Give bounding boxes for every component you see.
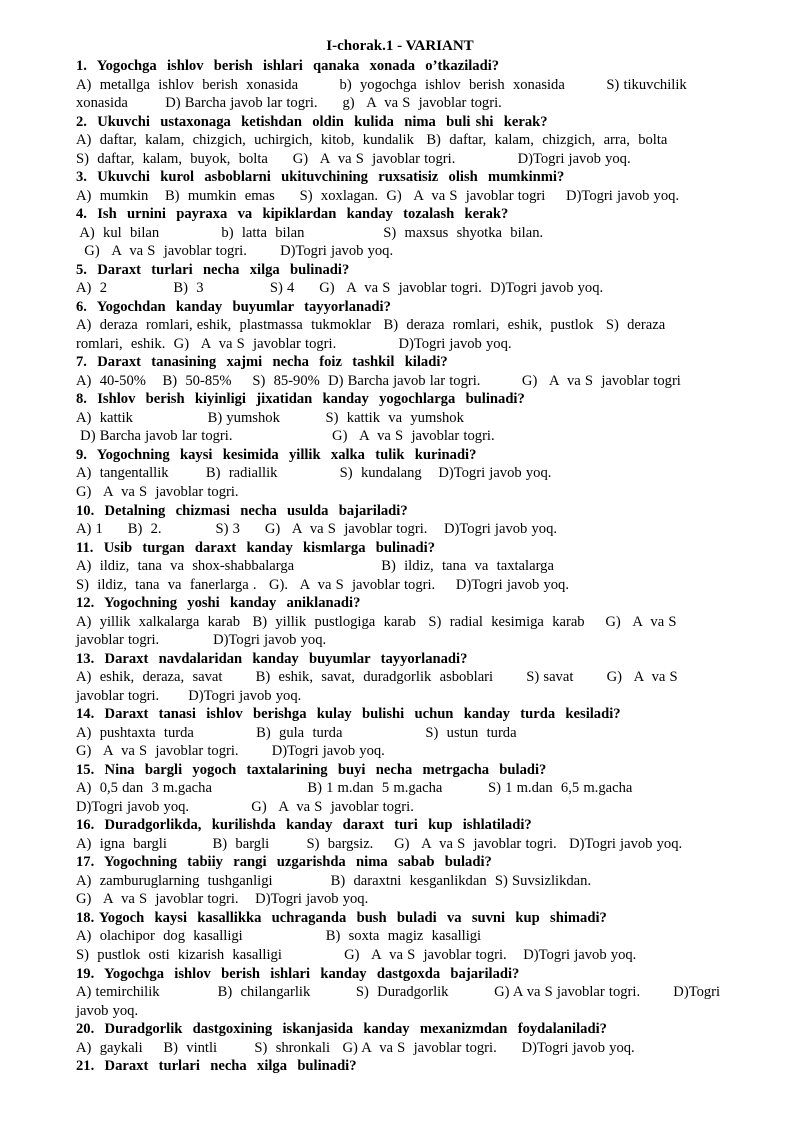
answer-options: javoblar togri. D)Togri javob yoq. [76, 632, 327, 649]
answer-options: javob yoq. [76, 1002, 139, 1019]
question-text: 4. Ish urnini payraxa va kipiklardan kanday tozalash kerak? [76, 206, 509, 223]
answer-options: G) A va S javoblar togri. D)Togri javob yoq. [76, 891, 369, 908]
answer-options: xonasida D) Barcha javob lar togri. g) A va S javoblar togri. [76, 95, 502, 111]
answer-options: A) pushtaxta turda B) gula turda S) ustun turda [76, 724, 517, 741]
answer-options: A) 40-50% B) 50-85% S) 85-90% D) Barcha javob lar togri. G) A va S javoblar togri [76, 372, 681, 389]
answer-options: D)Togri javob yoq. G) A va S javoblar togri. [76, 798, 414, 815]
answer-options: A) yillik xalkalarga karab B) yillik pustlogiga karab S) radial kesimiga karab G) A va S [76, 613, 677, 630]
question-text: 2. Ukuvchi ustaxonaga ketishdan oldin kulida nima buli shi kerak? [76, 113, 548, 130]
question-text: 8. Ishlov berish kiyinligi jixatidan kanday yogochlarga bulinadi? [76, 391, 525, 408]
answer-options: A) kul bilan b) latta bilan S) maxsus shyotka bilan. [76, 224, 544, 241]
answer-options: A) gaykali B) vintli S) shronkali G) A va S javoblar togri. D)Togri javob yoq. [76, 1039, 635, 1056]
question-text: 9. Yogochning kaysi kesimida yillik xalka tulik kurinadi? [76, 446, 477, 463]
question-text: 18. Yogoch kaysi kasallikka uchraganda bush buladi va suvni kup shimadi? [76, 909, 607, 926]
answer-options: romlari, eshik. G) A va S javoblar togri. D)Togri javob yoq. [76, 335, 512, 352]
answer-options: A) eshik, deraza, savat B) eshik, savat, duradgorlik asboblari S) savat G) A va S [76, 669, 678, 686]
answer-options: javoblar togri. D)Togri javob yoq. [76, 687, 302, 704]
question-text: 21. Daraxt turlari necha xilga bulinadi? [76, 1058, 357, 1075]
page-title: I-chorak.1 - VARIANT [326, 38, 474, 54]
question-text: 3. Ukuvchi kurol asboblarni ukituvchining ruxsatisiz olish mumkinmi? [76, 169, 565, 186]
answer-options: G) A va S javoblar togri. D)Togri javob yoq. [76, 743, 385, 760]
question-text: 10. Detalning chizmasi necha usulda bajariladi? [76, 502, 408, 519]
answer-options: A) olachipor dog kasalligi B) soxta magiz kasalligi [76, 928, 482, 945]
answer-options: S) pustlok osti kizarish kasalligi G) A va S javoblar togri. D)Togri javob yoq. [76, 947, 637, 963]
answer-options: A) 0,5 dan 3 m.gacha B) 1 m.dan 5 m.gacha S) 1 m.dan 6,5 m.gacha [76, 780, 633, 797]
question-text: 16. Duradgorlikda, kurilishda kanday daraxt turi kup ishlatiladi? [76, 817, 532, 834]
answer-options: S) daftar, kalam, buyok, bolta G) A va S javoblar togri. D)Togri javob yoq. [76, 150, 631, 167]
answer-options: A) metallga ishlov berish xonasida b) yogochga ishlov berish xonasida S) tikuvchilik [76, 76, 687, 93]
question-text: 11. Usib turgan daraxt kanday kismlarga bulinadi? [76, 539, 436, 556]
answer-options: A) zamburuglarning tushganligi B) daraxtni kesganlikdan S) Suvsizlikdan. [76, 872, 592, 889]
answer-options: A) daftar, kalam, chizgich, uchirgich, kitob, kundalik B) daftar, kalam, chizgich, arra, bolta [76, 132, 668, 149]
question-text: 14. Daraxt tanasi ishlov berishga kulay bulishi uchun kanday turda kesiladi? [76, 706, 621, 723]
answer-options: A) ildiz, tana va shox-shabbalarga B) ildiz, tana va taxtalarga [76, 558, 554, 574]
answer-options: A) 2 B) 3 S) 4 G) A va S javoblar togri. D)Togri javob yoq. [76, 280, 604, 297]
answer-options: A) temirchilik B) chilangarlik S) Duradgorlik G) A va S javoblar togri. D)Togri [76, 984, 721, 1000]
question-text: 13. Daraxt navdalaridan kanday buyumlar tayyorlanadi? [76, 650, 468, 667]
answer-options: D) Barcha javob lar togri. G) A va S javoblar togri. [76, 428, 495, 445]
answer-options: A) deraza romlari, eshik, plastmassa tukmoklar B) deraza romlari, eshik, pustlok S) deraza [76, 317, 666, 334]
answer-options: G) A va S javoblar togri. [76, 484, 239, 500]
answer-options: A) kattik B) yumshok S) kattik va yumshok [76, 409, 464, 426]
question-text: 6. Yogochdan kanday buyumlar tayyorlanadi? [76, 298, 391, 315]
question-text: 5. Daraxt turlari necha xilga bulinadi? [76, 261, 350, 278]
answer-options: G) A va S javoblar togri. D)Togri javob yoq. [76, 243, 394, 260]
question-text: 20. Duradgorlik dastgoxining iskanjasida kanday mexanizmdan foydalaniladi? [76, 1021, 607, 1037]
question-text: 1. Yogochga ishlov berish ishlari qanaka xonada o’tkaziladi? [76, 58, 500, 74]
question-text: 19. Yogochga ishlov berish ishlari kanday dastgoxda bajariladi? [76, 965, 520, 982]
answer-options: A) tangentallik B) radiallik S) kundalang D)Togri javob yoq. [76, 465, 552, 482]
question-text: 7. Daraxt tanasining xajmi necha foiz tashkil kiladi? [76, 354, 448, 371]
answer-options: A) 1 B) 2. S) 3 G) A va S javoblar togri. D)Togri javob yoq. [76, 521, 558, 537]
question-text: 17. Yogochning tabiiy rangi uzgarishda nima sabab buladi? [76, 854, 492, 871]
answer-options: S) ildiz, tana va fanerlarga . G). A va S javoblar togri. D)Togri javob yoq. [76, 576, 569, 593]
question-text: 12. Yogochning yoshi kanday aniklanadi? [76, 595, 361, 612]
question-text: 15. Nina bargli yogoch taxtalarining buyi necha metrgacha buladi? [76, 761, 547, 778]
answer-options: A) igna bargli B) bargli S) bargsiz. G) A va S javoblar togri. D)Togri javob yoq. [76, 835, 683, 852]
answer-options: A) mumkin B) mumkin emas S) xoxlagan. G) A va S javoblar togri D)Togri javob yoq. [76, 187, 680, 204]
